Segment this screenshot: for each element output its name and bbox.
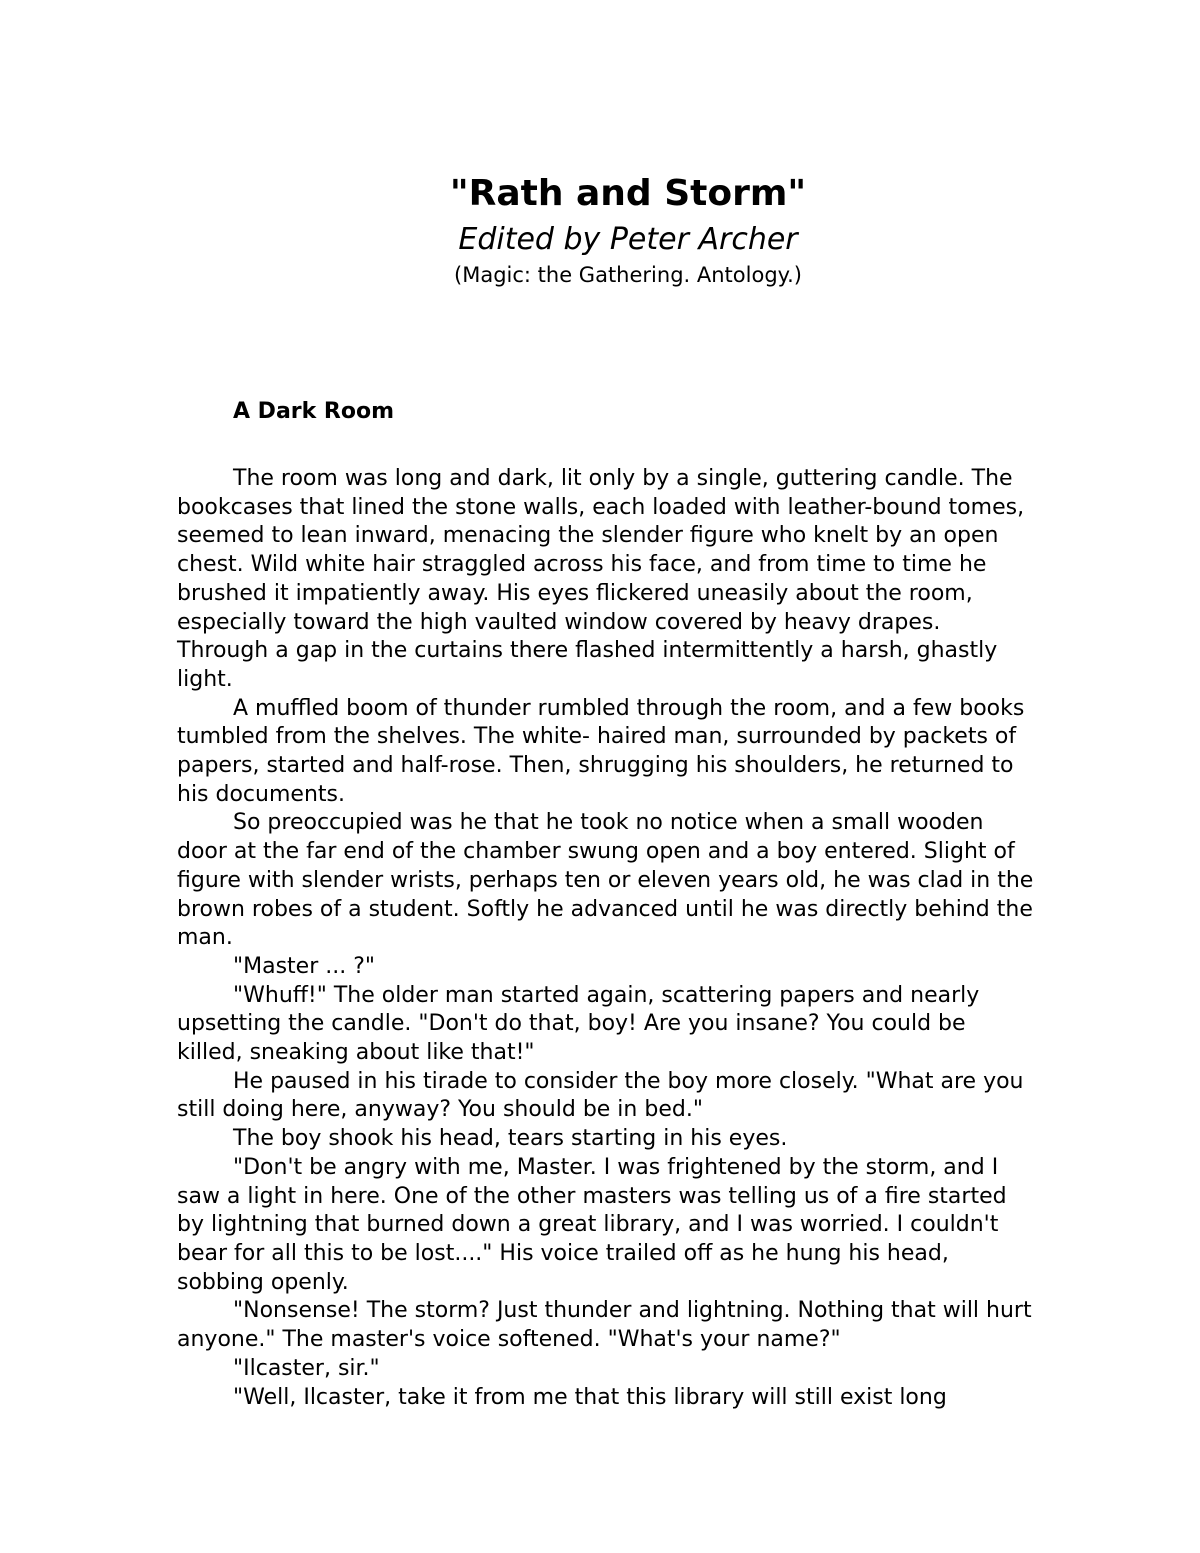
book-title: "Rath and Storm" [449,173,807,214]
paragraph: He paused in his tirade to consider the boy more closely. "What are you still doing here, anyway? You should be in bed." [177,1068,1024,1123]
paragraph: "Don't be angry with me, Master. I was frightened by the storm, and I saw a light in here. One of the other masters was telling us of a fire started by lightning that burned down a great library, and I was worried. I couldn't bear for all this to be lost...." His voice trailed off as he hung his head, sobbing openly. [177,1154,1007,1295]
paragraph: "Ilcaster, sir." [233,1355,380,1381]
series-note: (Magic: the Gathering. Antology.) [454,263,802,287]
paragraph: "Nonsense! The storm? Just thunder and lightning. Nothing that will hurt anyone." The master's voice softened. "What's your name?" [177,1298,1032,1353]
paragraph: "Whuff!" The older man started again, scattering papers and nearly upsetting the candle. "Don't do that, boy! Are you insane? You could be killed, sneaking about like that!" [177,982,980,1066]
chapter-body [177,465,1037,1412]
paragraph: The boy shook his head, tears starting in his eyes. [233,1126,788,1152]
paragraph: "Well, Ilcaster, take it from me that this library will still exist long [233,1384,947,1410]
title-block [0,168,1200,290]
paragraph: The room was long and dark, lit only by a single, guttering candle. The bookcases that lined the stone walls, each loaded with leather-bound tomes, seemed to lean inward, menacing the slender figure who knelt by an open chest. Wild white hair straggled across his face, and from time to time he brushed it impatiently away. His eyes flickered uneasily about the room, especially toward the high vaulted window covered by heavy drapes. Through a gap in the curtains there flashed intermittently a harsh, ghastly light. [177,466,1025,692]
paragraph: A muffled boom of thunder rumbled through the room, and a few books tumbled from the shelves. The white- haired man, surrounded by packets of papers, started and half-rose. Then, shrugging his shoulders, he returned to his documents. [177,695,1025,807]
editor-line: Edited by Peter Archer [458,222,798,257]
chapter-heading: A Dark Room [233,399,395,424]
paragraph: So preoccupied was he that he took no notice when a small wooden door at the far end of the chamber swung open and a boy entered. Slight of figure with slender wrists, perhaps ten or eleven years old, he was clad in the brown robes of a student. Softly he advanced until he was directly behind the man. [177,810,1034,951]
paragraph: "Master ... ?" [233,953,376,979]
